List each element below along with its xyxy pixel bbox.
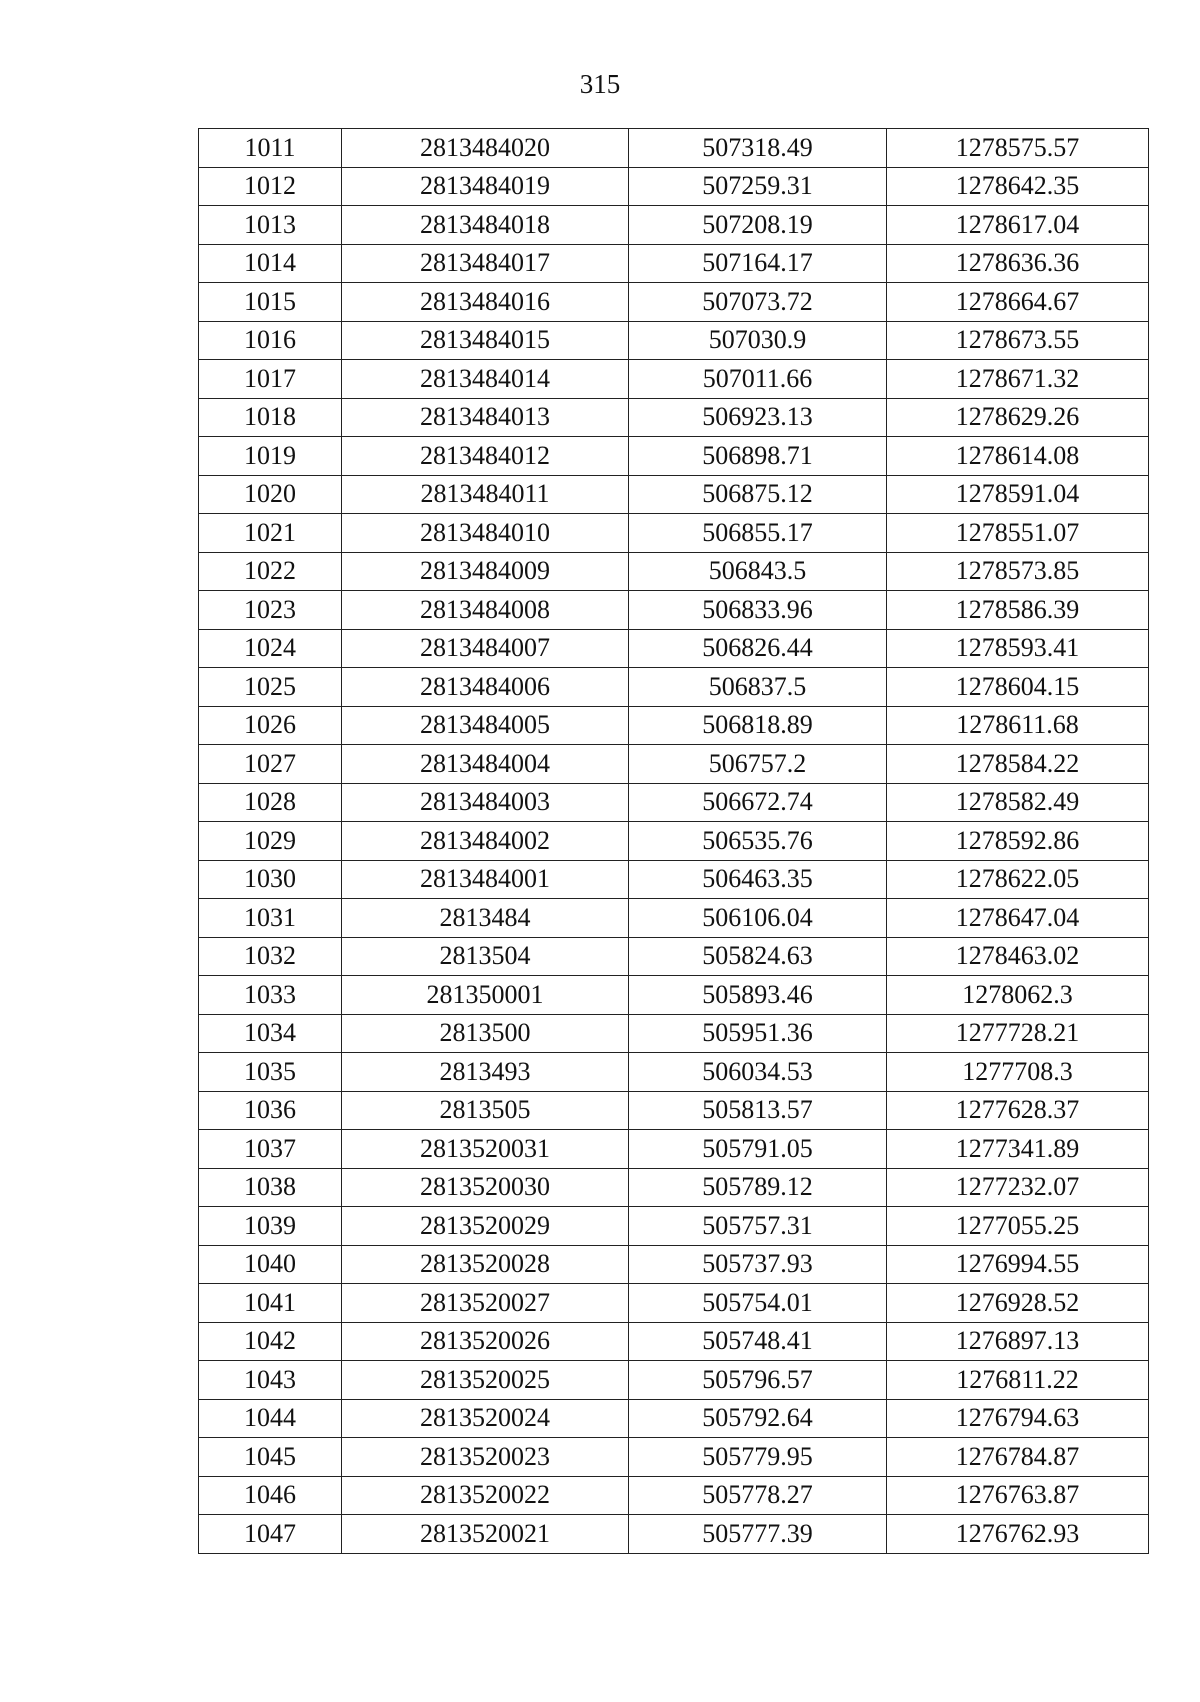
table-row <box>199 1130 1149 1169</box>
x-coordinate-cell: 505754.01 <box>629 1284 887 1323</box>
x-coordinate-cell: 506833.96 <box>629 591 887 630</box>
point-id-cell: 2813484005 <box>342 706 629 745</box>
table-row <box>199 321 1149 360</box>
x-coordinate-cell: 507318.49 <box>629 129 887 168</box>
y-coordinate-cell: 1276763.87 <box>887 1476 1149 1515</box>
table-row <box>199 514 1149 553</box>
x-coordinate-cell: 507073.72 <box>629 283 887 322</box>
y-coordinate-cell: 1278591.04 <box>887 475 1149 514</box>
point-number-cell: 1038 <box>199 1168 342 1207</box>
x-coordinate-cell: 506898.71 <box>629 437 887 476</box>
y-coordinate-cell: 1278573.85 <box>887 552 1149 591</box>
point-number-cell: 1039 <box>199 1207 342 1246</box>
table-row <box>199 976 1149 1015</box>
point-number-cell: 1027 <box>199 745 342 784</box>
point-number-cell: 1037 <box>199 1130 342 1169</box>
point-id-cell: 2813520022 <box>342 1476 629 1515</box>
point-id-cell: 2813484001 <box>342 860 629 899</box>
x-coordinate-cell: 505813.57 <box>629 1091 887 1130</box>
y-coordinate-cell: 1277232.07 <box>887 1168 1149 1207</box>
y-coordinate-cell: 1277341.89 <box>887 1130 1149 1169</box>
y-coordinate-cell: 1278062.3 <box>887 976 1149 1015</box>
y-coordinate-cell: 1276784.87 <box>887 1438 1149 1477</box>
table-row <box>199 283 1149 322</box>
point-number-cell: 1017 <box>199 360 342 399</box>
point-number-cell: 1018 <box>199 398 342 437</box>
point-number-cell: 1043 <box>199 1361 342 1400</box>
x-coordinate-cell: 505737.93 <box>629 1245 887 1284</box>
point-id-cell: 2813520026 <box>342 1322 629 1361</box>
y-coordinate-cell: 1276811.22 <box>887 1361 1149 1400</box>
y-coordinate-cell: 1278582.49 <box>887 783 1149 822</box>
point-id-cell: 2813520029 <box>342 1207 629 1246</box>
point-number-cell: 1012 <box>199 167 342 206</box>
point-number-cell: 1046 <box>199 1476 342 1515</box>
point-id-cell: 2813484009 <box>342 552 629 591</box>
table-row <box>199 129 1149 168</box>
point-number-cell: 1023 <box>199 591 342 630</box>
y-coordinate-cell: 1278614.08 <box>887 437 1149 476</box>
point-id-cell: 2813484002 <box>342 822 629 861</box>
table-row <box>199 1476 1149 1515</box>
point-id-cell: 2813484019 <box>342 167 629 206</box>
point-id-cell: 2813500 <box>342 1014 629 1053</box>
y-coordinate-cell: 1278647.04 <box>887 899 1149 938</box>
table-row <box>199 1322 1149 1361</box>
x-coordinate-cell: 506535.76 <box>629 822 887 861</box>
table-row <box>199 244 1149 283</box>
table-row <box>199 1168 1149 1207</box>
point-id-cell: 2813484003 <box>342 783 629 822</box>
point-id-cell: 2813520025 <box>342 1361 629 1400</box>
table-row <box>199 437 1149 476</box>
y-coordinate-cell: 1278584.22 <box>887 745 1149 784</box>
y-coordinate-cell: 1278617.04 <box>887 206 1149 245</box>
point-id-cell: 2813520031 <box>342 1130 629 1169</box>
x-coordinate-cell: 506757.2 <box>629 745 887 784</box>
point-id-cell: 2813505 <box>342 1091 629 1130</box>
point-number-cell: 1031 <box>199 899 342 938</box>
table-row <box>199 1515 1149 1554</box>
y-coordinate-cell: 1278551.07 <box>887 514 1149 553</box>
point-number-cell: 1045 <box>199 1438 342 1477</box>
point-id-cell: 2813484012 <box>342 437 629 476</box>
x-coordinate-cell: 506837.5 <box>629 668 887 707</box>
x-coordinate-cell: 507030.9 <box>629 321 887 360</box>
point-number-cell: 1033 <box>199 976 342 1015</box>
y-coordinate-cell: 1278642.35 <box>887 167 1149 206</box>
y-coordinate-cell: 1276762.93 <box>887 1515 1149 1554</box>
coordinates-table <box>198 128 1149 1554</box>
y-coordinate-cell: 1278664.67 <box>887 283 1149 322</box>
point-number-cell: 1015 <box>199 283 342 322</box>
table-row <box>199 1245 1149 1284</box>
point-id-cell: 2813484017 <box>342 244 629 283</box>
table-row <box>199 1053 1149 1092</box>
table-row <box>199 899 1149 938</box>
point-number-cell: 1028 <box>199 783 342 822</box>
point-id-cell: 2813484007 <box>342 629 629 668</box>
table-row <box>199 1207 1149 1246</box>
table-row <box>199 1361 1149 1400</box>
table-row <box>199 552 1149 591</box>
point-number-cell: 1016 <box>199 321 342 360</box>
x-coordinate-cell: 505951.36 <box>629 1014 887 1053</box>
table-row <box>199 1014 1149 1053</box>
point-number-cell: 1032 <box>199 937 342 976</box>
x-coordinate-cell: 505777.39 <box>629 1515 887 1554</box>
y-coordinate-cell: 1278592.86 <box>887 822 1149 861</box>
x-coordinate-cell: 506034.53 <box>629 1053 887 1092</box>
point-number-cell: 1025 <box>199 668 342 707</box>
point-id-cell: 2813484015 <box>342 321 629 360</box>
y-coordinate-cell: 1278593.41 <box>887 629 1149 668</box>
point-id-cell: 2813504 <box>342 937 629 976</box>
point-id-cell: 2813484006 <box>342 668 629 707</box>
point-id-cell: 2813484014 <box>342 360 629 399</box>
x-coordinate-cell: 505893.46 <box>629 976 887 1015</box>
table-row <box>199 860 1149 899</box>
x-coordinate-cell: 505748.41 <box>629 1322 887 1361</box>
table-row <box>199 167 1149 206</box>
x-coordinate-cell: 506843.5 <box>629 552 887 591</box>
point-number-cell: 1024 <box>199 629 342 668</box>
coordinates-table-body <box>199 129 1149 1554</box>
x-coordinate-cell: 505789.12 <box>629 1168 887 1207</box>
table-row <box>199 475 1149 514</box>
table-row <box>199 1091 1149 1130</box>
point-number-cell: 1022 <box>199 552 342 591</box>
table-row <box>199 1399 1149 1438</box>
x-coordinate-cell: 505791.05 <box>629 1130 887 1169</box>
x-coordinate-cell: 506463.35 <box>629 860 887 899</box>
table-row <box>199 822 1149 861</box>
point-id-cell: 2813484020 <box>342 129 629 168</box>
y-coordinate-cell: 1276794.63 <box>887 1399 1149 1438</box>
point-id-cell: 2813484013 <box>342 398 629 437</box>
x-coordinate-cell: 506875.12 <box>629 475 887 514</box>
table-row <box>199 629 1149 668</box>
point-number-cell: 1019 <box>199 437 342 476</box>
x-coordinate-cell: 506106.04 <box>629 899 887 938</box>
table-row <box>199 668 1149 707</box>
point-id-cell: 2813520024 <box>342 1399 629 1438</box>
table-row <box>199 783 1149 822</box>
x-coordinate-cell: 506923.13 <box>629 398 887 437</box>
point-number-cell: 1035 <box>199 1053 342 1092</box>
point-number-cell: 1030 <box>199 860 342 899</box>
point-id-cell: 2813484004 <box>342 745 629 784</box>
y-coordinate-cell: 1276897.13 <box>887 1322 1149 1361</box>
point-id-cell: 2813520021 <box>342 1515 629 1554</box>
point-number-cell: 1013 <box>199 206 342 245</box>
point-id-cell: 2813520028 <box>342 1245 629 1284</box>
table-row <box>199 937 1149 976</box>
y-coordinate-cell: 1276928.52 <box>887 1284 1149 1323</box>
x-coordinate-cell: 506672.74 <box>629 783 887 822</box>
point-number-cell: 1042 <box>199 1322 342 1361</box>
point-id-cell: 2813493 <box>342 1053 629 1092</box>
point-id-cell: 2813520030 <box>342 1168 629 1207</box>
point-id-cell: 2813484010 <box>342 514 629 553</box>
table-row <box>199 706 1149 745</box>
point-number-cell: 1029 <box>199 822 342 861</box>
table-row <box>199 360 1149 399</box>
point-id-cell: 2813484016 <box>342 283 629 322</box>
x-coordinate-cell: 506855.17 <box>629 514 887 553</box>
page-number: 315 <box>579 69 621 99</box>
table-row <box>199 745 1149 784</box>
y-coordinate-cell: 1278575.57 <box>887 129 1149 168</box>
y-coordinate-cell: 1277628.37 <box>887 1091 1149 1130</box>
point-number-cell: 1011 <box>199 129 342 168</box>
x-coordinate-cell: 507208.19 <box>629 206 887 245</box>
x-coordinate-cell: 505824.63 <box>629 937 887 976</box>
x-coordinate-cell: 505757.31 <box>629 1207 887 1246</box>
y-coordinate-cell: 1278671.32 <box>887 360 1149 399</box>
table-row <box>199 1438 1149 1477</box>
point-id-cell: 281350001 <box>342 976 629 1015</box>
x-coordinate-cell: 507011.66 <box>629 360 887 399</box>
y-coordinate-cell: 1278604.15 <box>887 668 1149 707</box>
x-coordinate-cell: 505796.57 <box>629 1361 887 1400</box>
point-number-cell: 1020 <box>199 475 342 514</box>
point-number-cell: 1040 <box>199 1245 342 1284</box>
table-row <box>199 1284 1149 1323</box>
table-row <box>199 591 1149 630</box>
point-number-cell: 1036 <box>199 1091 342 1130</box>
x-coordinate-cell: 506818.89 <box>629 706 887 745</box>
point-id-cell: 2813484 <box>342 899 629 938</box>
point-id-cell: 2813520023 <box>342 1438 629 1477</box>
x-coordinate-cell: 505779.95 <box>629 1438 887 1477</box>
point-number-cell: 1034 <box>199 1014 342 1053</box>
table-row <box>199 206 1149 245</box>
y-coordinate-cell: 1277708.3 <box>887 1053 1149 1092</box>
point-number-cell: 1044 <box>199 1399 342 1438</box>
x-coordinate-cell: 505792.64 <box>629 1399 887 1438</box>
point-id-cell: 2813484011 <box>342 475 629 514</box>
x-coordinate-cell: 506826.44 <box>629 629 887 668</box>
x-coordinate-cell: 505778.27 <box>629 1476 887 1515</box>
y-coordinate-cell: 1276994.55 <box>887 1245 1149 1284</box>
y-coordinate-cell: 1277055.25 <box>887 1207 1149 1246</box>
point-number-cell: 1021 <box>199 514 342 553</box>
point-number-cell: 1041 <box>199 1284 342 1323</box>
x-coordinate-cell: 507259.31 <box>629 167 887 206</box>
y-coordinate-cell: 1278463.02 <box>887 937 1149 976</box>
point-number-cell: 1014 <box>199 244 342 283</box>
y-coordinate-cell: 1278611.68 <box>887 706 1149 745</box>
point-number-cell: 1047 <box>199 1515 342 1554</box>
y-coordinate-cell: 1278673.55 <box>887 321 1149 360</box>
y-coordinate-cell: 1278622.05 <box>887 860 1149 899</box>
y-coordinate-cell: 1278629.26 <box>887 398 1149 437</box>
point-id-cell: 2813520027 <box>342 1284 629 1323</box>
point-id-cell: 2813484018 <box>342 206 629 245</box>
point-number-cell: 1026 <box>199 706 342 745</box>
x-coordinate-cell: 507164.17 <box>629 244 887 283</box>
y-coordinate-cell: 1278586.39 <box>887 591 1149 630</box>
y-coordinate-cell: 1278636.36 <box>887 244 1149 283</box>
y-coordinate-cell: 1277728.21 <box>887 1014 1149 1053</box>
point-id-cell: 2813484008 <box>342 591 629 630</box>
table-row <box>199 398 1149 437</box>
